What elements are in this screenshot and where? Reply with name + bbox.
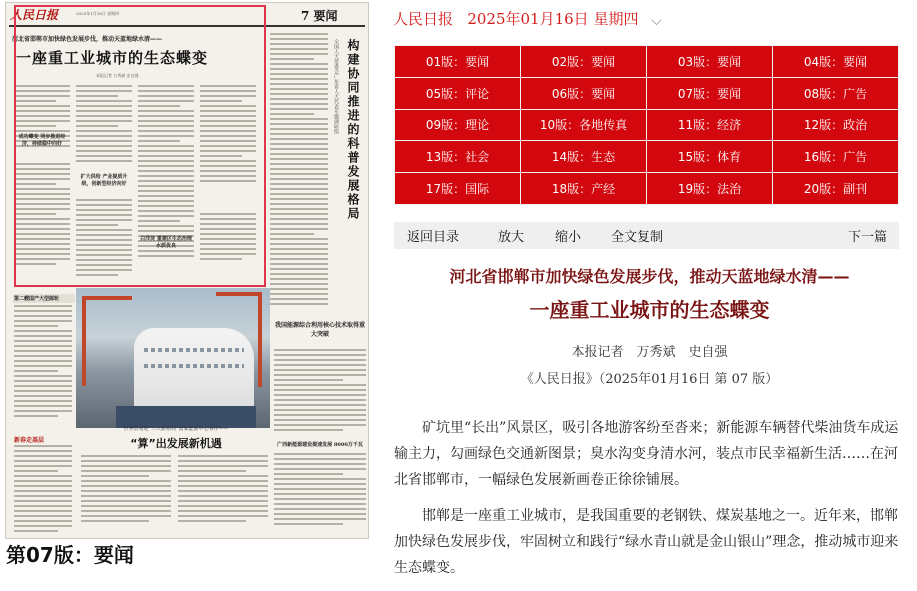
edition-link-09[interactable]: 09版：理论 — [395, 110, 520, 141]
edition-link-19[interactable]: 19版：法治 — [647, 173, 772, 204]
thumb-box-headline: 我国能源综合利用核心技术取得重大突破 — [274, 322, 365, 338]
zoom-in-button[interactable]: 放大 — [498, 230, 525, 245]
thumb-text-column — [14, 445, 72, 535]
reader-panel — [393, 0, 906, 576]
thumb-subhead-3: 白洋淀 重建区生态治理 水质优良 — [140, 236, 192, 249]
thumb-text-column — [14, 305, 72, 420]
page-caption: 第07版：要闻 — [6, 543, 134, 567]
edition-link-08[interactable]: 08版：广告 — [773, 78, 898, 109]
edition-link-12[interactable]: 12版：政治 — [773, 110, 898, 141]
article-author: 本报记者 万秀斌 史自强 — [571, 345, 728, 360]
thumb-text-column — [81, 455, 171, 525]
issue-date-selector[interactable] — [393, 8, 662, 29]
publication-name: 人民日报 — [393, 10, 454, 28]
thumb-bottom-title: “算”出发展新机遇 — [130, 437, 222, 450]
thumb-subhead-2: 扩大供给 产业提质升级，创新型经济向好 — [80, 174, 128, 187]
article-title: 一座重工业城市的生态蝶变 — [529, 298, 770, 322]
edition-link-17[interactable]: 17版：国际 — [395, 173, 520, 204]
edition-link-14[interactable]: 14版：生态 — [521, 141, 646, 172]
cruise-ship-photo — [76, 288, 270, 428]
article-body — [394, 415, 900, 591]
edition-link-20[interactable]: 20版：副刊 — [773, 173, 898, 204]
edition-link-05[interactable]: 05版：评论 — [395, 78, 520, 109]
article-kicker: 河北省邯郸市加快绿色发展步伐，推动天蓝地绿水清—— — [449, 267, 850, 286]
thumb-red-label: 新春走基层 — [14, 437, 45, 444]
article-toolbar — [394, 222, 899, 249]
issue-date: 2025年01月16日 星期四 — [467, 10, 639, 28]
thumb-subhead-1: 成功蝶变 同步推进经济，持续稳中向好 — [18, 134, 66, 147]
edition-link-18[interactable]: 18版：产经 — [521, 173, 646, 204]
thumb-side-kicker: 全国人大常委会广东省人大代表专题调研组 — [333, 39, 339, 134]
edition-link-13[interactable]: 13版：社会 — [395, 141, 520, 172]
edition-link-06[interactable]: 06版：要闻 — [521, 78, 646, 109]
thumb-page-number: 7 要闻 — [301, 9, 338, 23]
edition-link-02[interactable]: 02版：要闻 — [521, 46, 646, 77]
thumb-article-byline: 本报记者 万秀斌 史自强 — [96, 73, 139, 78]
edition-link-16[interactable]: 16版：广告 — [773, 141, 898, 172]
thumb-bottom-kicker: 世界贸易迎“三大新格局”国家能源中心事件—— — [123, 426, 229, 432]
thumb-text-column — [274, 349, 366, 434]
edition-link-03[interactable]: 03版：要闻 — [647, 46, 772, 77]
thumb-article-kicker: 河北省邯郸市加快绿色发展步伐，推动天蓝地绿水清—— — [12, 36, 163, 43]
edition-link-11[interactable]: 11版：经济 — [647, 110, 772, 141]
thumb-article-title: 一座重工业城市的生态蝶变 — [16, 49, 209, 67]
edition-link-07[interactable]: 07版：要闻 — [647, 78, 772, 109]
thumb-side-headline: 构建协同推进的科普发展格局 — [346, 39, 360, 221]
newspaper-page-image[interactable] — [5, 2, 369, 539]
next-article-button[interactable]: 下一篇 — [847, 230, 887, 245]
chevron-down-icon[interactable]: ⌵ — [651, 13, 662, 29]
article-paragraph: 邯郸是一座重工业城市，是我国重要的老钢铁、煤炭基地之一。近年来，邯郸加快绿色发展步伐，牢固树立和践行“绿水青山就是金山银山”理念，推动城市迎来生态蝶变。 — [394, 508, 899, 576]
newspaper-page-panel — [0, 0, 372, 573]
thumb-text-column — [270, 33, 328, 308]
masthead-logo: 人民日报 — [10, 8, 59, 22]
edition-link-10[interactable]: 10版：各地传真 — [521, 110, 646, 141]
thumb-section-label: 第二艘国产大型邮轮 — [13, 294, 75, 303]
back-to-index-button[interactable]: 返回目录 — [407, 230, 460, 245]
edition-link-01[interactable]: 01版：要闻 — [395, 46, 520, 77]
copy-full-text-button[interactable]: 全文复制 — [611, 230, 664, 245]
thumb-dateline: 2025年1月16日 星期四 — [76, 11, 120, 16]
zoom-out-button[interactable]: 缩小 — [555, 230, 582, 245]
article-paragraph: 矿坑里“长出”风景区，吸引各地游客纷至沓来；新能源车辆替代柴油货车成运输主力，勾画绿色交通新图景；臭水沟变身清水河，装点市民幸福新生活……在河北省邯郸市，一幅绿色发展新画卷正徐徐铺展。 — [394, 420, 899, 488]
thumb-text-column — [274, 453, 366, 528]
edition-link-15[interactable]: 15版：体育 — [647, 141, 772, 172]
thumb-box3-headline: 广西新能源建设提速发展 8000万千瓦 — [277, 442, 363, 448]
edition-grid — [394, 45, 899, 205]
thumb-text-column — [178, 455, 268, 525]
selected-article-highlight[interactable] — [14, 5, 266, 287]
edition-link-04[interactable]: 04版：要闻 — [773, 46, 898, 77]
article-source: 《人民日报》（2025年01月16日 第 07 版） — [520, 372, 779, 387]
